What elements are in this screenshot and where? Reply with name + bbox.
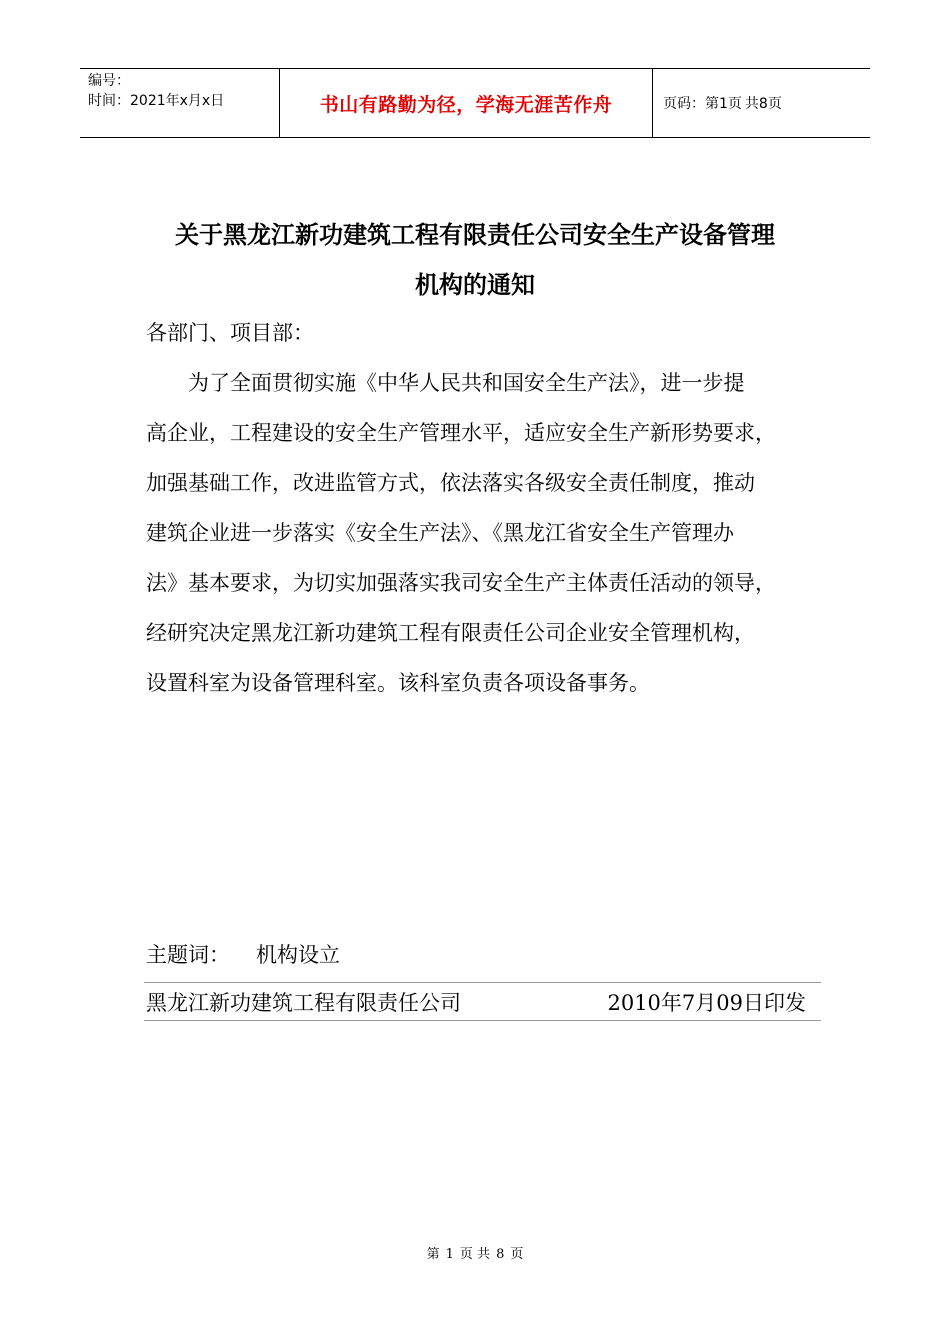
- footer-page-suffix: 页: [510, 1247, 524, 1262]
- paragraph-line: 法》基本要求，为切实加强落实我司安全生产主体责任活动的领导，: [146, 571, 776, 595]
- salutation: 各部门、项目部：: [146, 321, 314, 345]
- header-page-label: 页码：第1页: [663, 96, 742, 112]
- header-meta: [80, 69, 280, 137]
- number-label: 编号：: [88, 73, 130, 89]
- keywords-value: 机构设立: [256, 943, 340, 967]
- document-header: [80, 68, 870, 138]
- time-label: 时间：2021年x月x日: [88, 93, 225, 109]
- footer-page-mid: 页 共: [459, 1247, 491, 1262]
- footer-page-total: 8: [496, 1247, 505, 1262]
- paragraph-line: 高企业，工程建设的安全生产管理水平，适应安全生产新形势要求，: [146, 421, 776, 445]
- footer-page-prefix: 第: [426, 1247, 440, 1262]
- motto-text: 书山有路勤为径，学海无涯苦作舟: [280, 69, 653, 137]
- paragraph-line: 为了全面贯彻实施《中华人民共和国安全生产法》，进一步提: [188, 371, 745, 395]
- issue-date: 2010年7月09日印发: [607, 991, 806, 1015]
- issuer-bottom-divider: [144, 1020, 821, 1021]
- document-title-line-1: 关于黑龙江新功建筑工程有限责任公司安全生产设备管理: [175, 221, 775, 249]
- paragraph-line: 设置科室为设备管理科室。该科室负责各项设备事务。: [146, 671, 650, 695]
- keywords-row: [146, 940, 340, 970]
- footer-page-number: 1: [445, 1247, 454, 1262]
- header-page-info: [653, 69, 870, 137]
- body-paragraph: [146, 368, 836, 718]
- issuer-name: 黑龙江新功建筑工程有限责任公司: [146, 991, 461, 1015]
- issuer-row: [146, 988, 806, 1018]
- paragraph-line: 经研究决定黑龙江新功建筑工程有限责任公司企业安全管理机构，: [146, 621, 755, 645]
- header-page-total: 共8页: [744, 96, 782, 112]
- page-footer: [0, 1246, 950, 1264]
- paragraph-line: 建筑企业进一步落实《安全生产法》、《黑龙江省安全生产管理办: [146, 521, 734, 545]
- issuer-top-divider: [144, 982, 821, 983]
- paragraph-line: 加强基础工作，改进监管方式，依法落实各级安全责任制度，推动: [146, 471, 755, 495]
- keywords-label: 主题词：: [146, 943, 230, 967]
- document-title-line-2: 机构的通知: [415, 271, 535, 299]
